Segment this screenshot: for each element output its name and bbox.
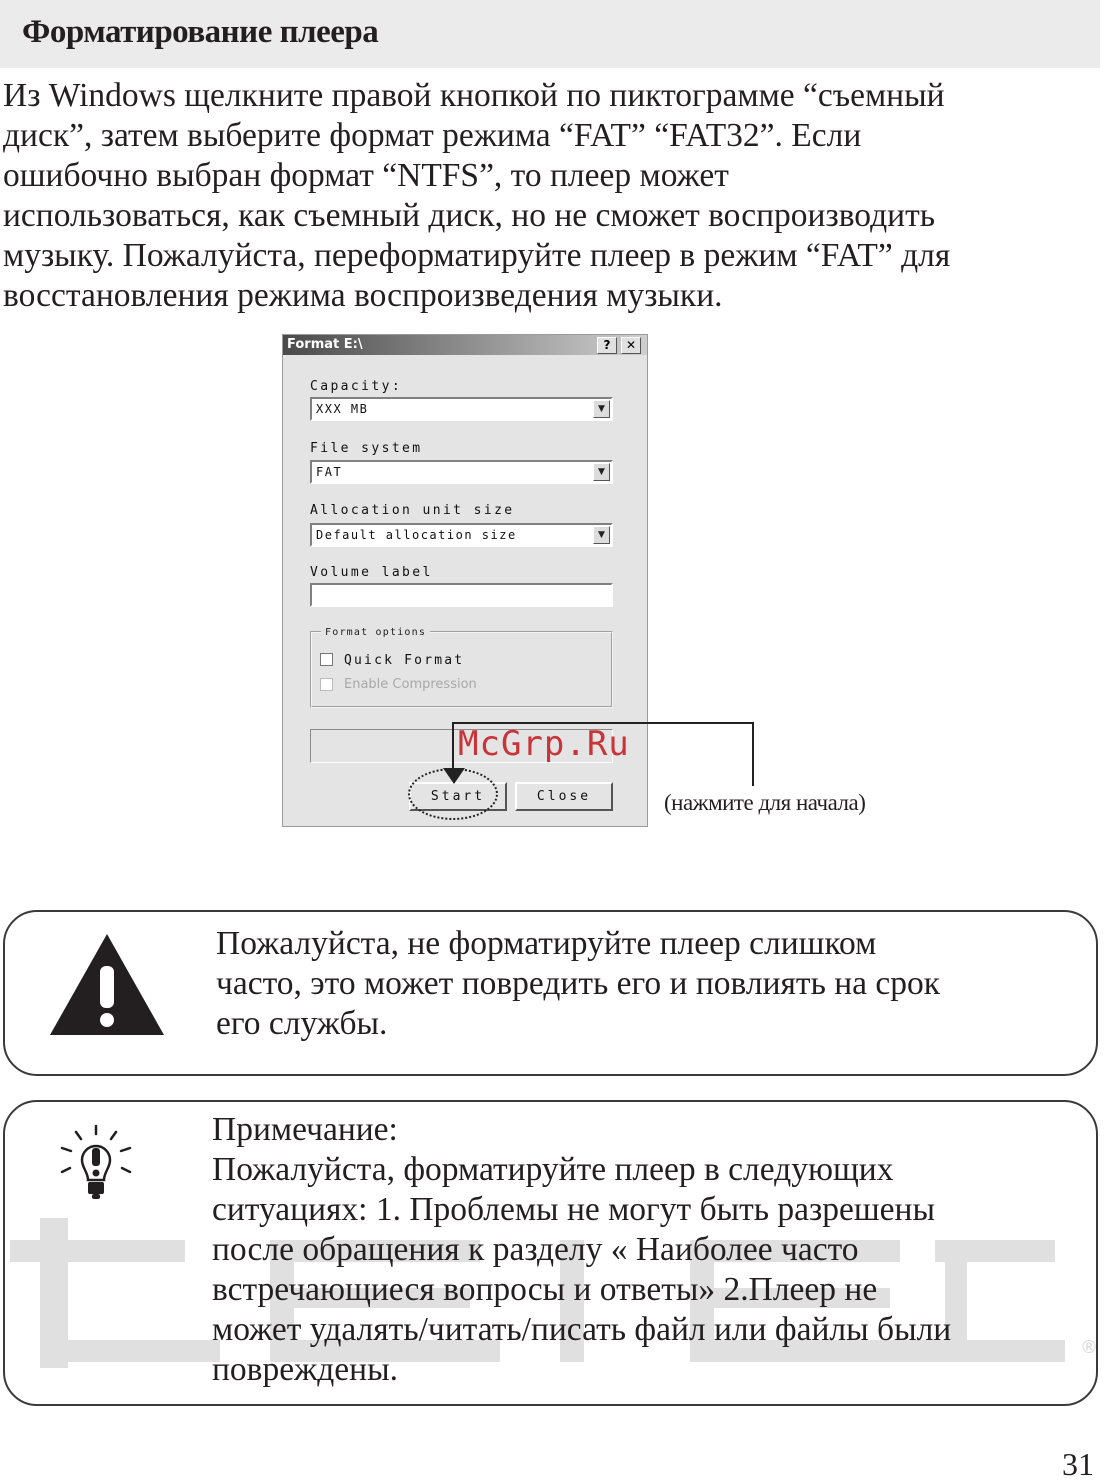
close-button[interactable]: Close	[515, 782, 613, 811]
intro-line: восстановления режима воспроизведения музыки.	[3, 277, 723, 314]
intro-line: музыку. Пожалуйста, переформатируйте плеер в режим “FAT” для	[3, 237, 951, 274]
chevron-down-icon[interactable]: ▼	[593, 400, 610, 418]
callout-line-left	[452, 722, 454, 772]
note-line: после обращения к разделу « Наиболее часто	[212, 1231, 859, 1268]
dialog-titlebar	[283, 335, 647, 355]
callout-line-right	[752, 722, 754, 786]
brand-watermark-text: texet	[10, 1360, 12, 1361]
filesystem-select[interactable]	[310, 460, 613, 484]
note-line: Пожалуйста, форматируйте плеер в следующих	[212, 1151, 894, 1188]
arrow-down-icon	[443, 768, 465, 784]
format-options-group	[310, 631, 613, 708]
site-watermark: McGrp.Ru	[458, 724, 630, 764]
warning-line: его службы.	[216, 1005, 388, 1042]
allocation-label: Allocation unit size	[310, 503, 515, 518]
section-heading-bar	[0, 0, 1100, 68]
note-text	[212, 1110, 951, 1390]
volume-label: Volume label	[310, 565, 433, 580]
note-line: ситуациях: 1. Проблемы не могут быть разрешены	[212, 1191, 935, 1228]
enable-compression-label: Enable Compression	[344, 677, 477, 692]
warning-text	[216, 924, 940, 1044]
allocation-select[interactable]	[310, 523, 613, 547]
dialog-title: Format E:\	[287, 337, 363, 352]
help-button[interactable]: ?	[597, 337, 617, 354]
quick-format-checkbox[interactable]	[320, 653, 333, 666]
intro-line: диск”, затем выберите формат режима “FAT” “FAT32”. Если	[3, 117, 862, 154]
intro-line: ошибочно выбран формат “NTFS”, то плеер может	[3, 157, 729, 194]
warning-line: Пожалуйста, не форматируйте плеер слишком	[216, 925, 877, 962]
warning-triangle-icon	[48, 932, 166, 1037]
start-button[interactable]: Start	[409, 782, 507, 811]
note-line: может удалять/читать/писать файл или файлы были	[212, 1311, 952, 1348]
volume-label-input[interactable]	[310, 583, 613, 607]
close-x-button[interactable]: ✕	[621, 337, 641, 354]
enable-compression-checkbox	[320, 678, 333, 691]
warning-line: часто, это может повредить его и повлиять на срок	[216, 965, 941, 1002]
quick-format-label: Quick Format	[344, 653, 465, 668]
filesystem-label: File system	[310, 441, 423, 456]
note-line: повреждены.	[212, 1351, 398, 1388]
capacity-select[interactable]	[310, 397, 613, 421]
allocation-value: Default allocation size	[316, 528, 517, 542]
page-number: 31	[1062, 1446, 1094, 1482]
chevron-down-icon[interactable]: ▼	[593, 463, 610, 481]
format-options-legend: Format options	[321, 627, 430, 638]
lightbulb-icon	[58, 1124, 134, 1204]
filesystem-value: FAT	[316, 465, 343, 479]
chevron-down-icon[interactable]: ▼	[593, 526, 610, 544]
intro-line: Из Windows щелкните правой кнопкой по пиктограмме “съемный	[3, 77, 945, 114]
capacity-label: Capacity:	[310, 379, 403, 394]
note-line: встречающиеся вопросы и ответы» 2.Плеер не	[212, 1271, 878, 1308]
note-title: Примечание:	[212, 1111, 398, 1148]
intro-line: использоваться, как съемный диск, но не сможет воспроизводить	[3, 197, 935, 234]
registered-mark: ®	[1080, 1337, 1098, 1358]
callout-text: (нажмите для начала)	[664, 790, 866, 815]
intro-paragraph	[3, 76, 1103, 316]
capacity-value: XXX MB	[316, 402, 369, 416]
section-heading: Форматирование плеера	[22, 14, 379, 50]
